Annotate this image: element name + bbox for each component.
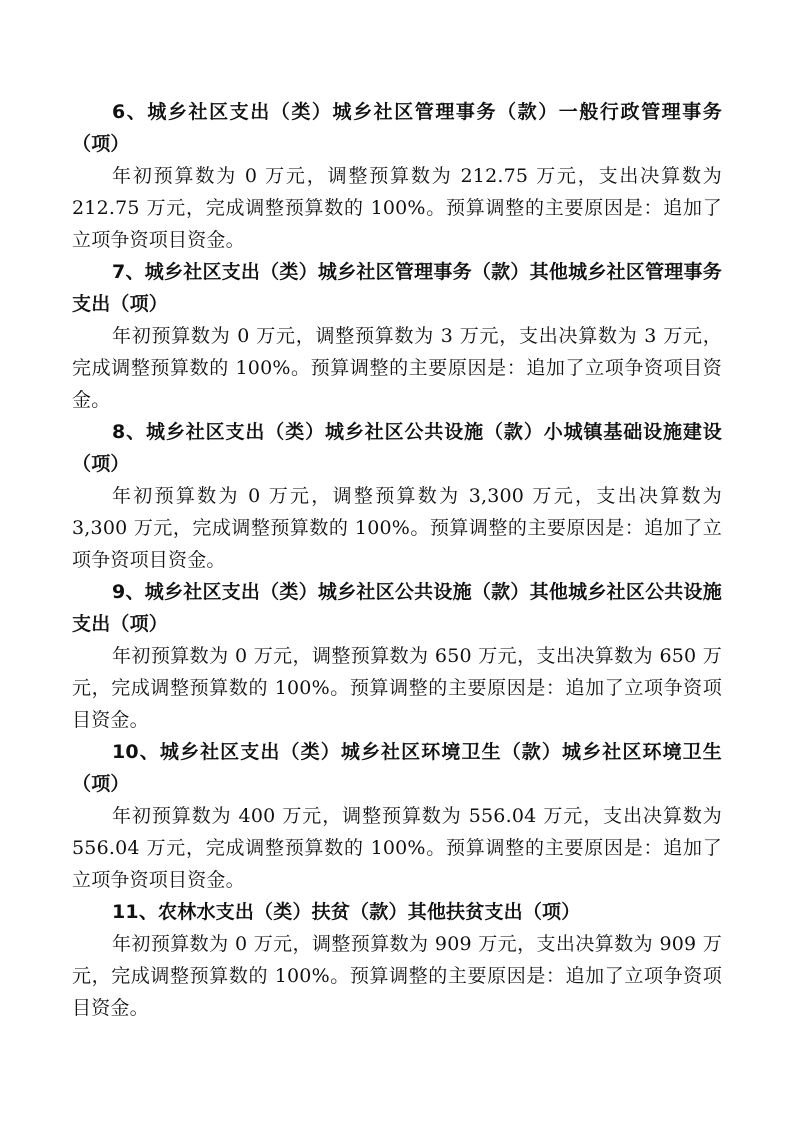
section-body-6: 年初预算数为 0 万元，调整预算数为 212.75 万元，支出决算数为 212.75 万元，完成调整预算数的 100%。预算调整的主要原因是：追加了立项争资项目资金。	[72, 165, 722, 251]
section-body-7: 年初预算数为 0 万元，调整预算数为 3 万元，支出决算数为 3 万元，完成调整预算数的 100%。预算调整的主要原因是：追加了立项争资项目资金。	[72, 325, 722, 411]
section-heading-11: 11、农林水支出（类）扶贫（款）其他扶贫支出（项）	[112, 901, 581, 923]
section-heading-9: 9、城乡社区支出（类）城乡社区公共设施（款）其他城乡社区公共设施支出（项）	[72, 581, 722, 635]
document-page	[72, 96, 722, 1024]
section-body-10: 年初预算数为 400 万元，调整预算数为 556.04 万元，支出决算数为 556.04 万元，完成调整预算数的 100%。预算调整的主要原因是：追加了立项争资项目资金。	[72, 805, 722, 891]
section-body-11: 年初预算数为 0 万元，调整预算数为 909 万元，支出决算数为 909 万元，完成调整预算数的 100%。预算调整的主要原因是：追加了立项争资项目资金。	[72, 933, 722, 1019]
section-body-9: 年初预算数为 0 万元，调整预算数为 650 万元，支出决算数为 650 万元，完成调整预算数的 100%。预算调整的主要原因是：追加了立项争资项目资金。	[72, 645, 722, 731]
section-heading-6: 6、城乡社区支出（类）城乡社区管理事务（款）一般行政管理事务（项）	[72, 101, 722, 155]
section-heading-7: 7、城乡社区支出（类）城乡社区管理事务（款）其他城乡社区管理事务支出（项）	[72, 261, 722, 315]
section-body-8: 年初预算数为 0 万元，调整预算数为 3,300 万元，支出决算数为 3,300 万元，完成调整预算数的 100%。预算调整的主要原因是：追加了立项争资项目资金。	[72, 485, 722, 571]
section-heading-8: 8、城乡社区支出（类）城乡社区公共设施（款）小城镇基础设施建设（项）	[72, 421, 722, 475]
section-heading-10: 10、城乡社区支出（类）城乡社区环境卫生（款）城乡社区环境卫生（项）	[72, 741, 722, 795]
